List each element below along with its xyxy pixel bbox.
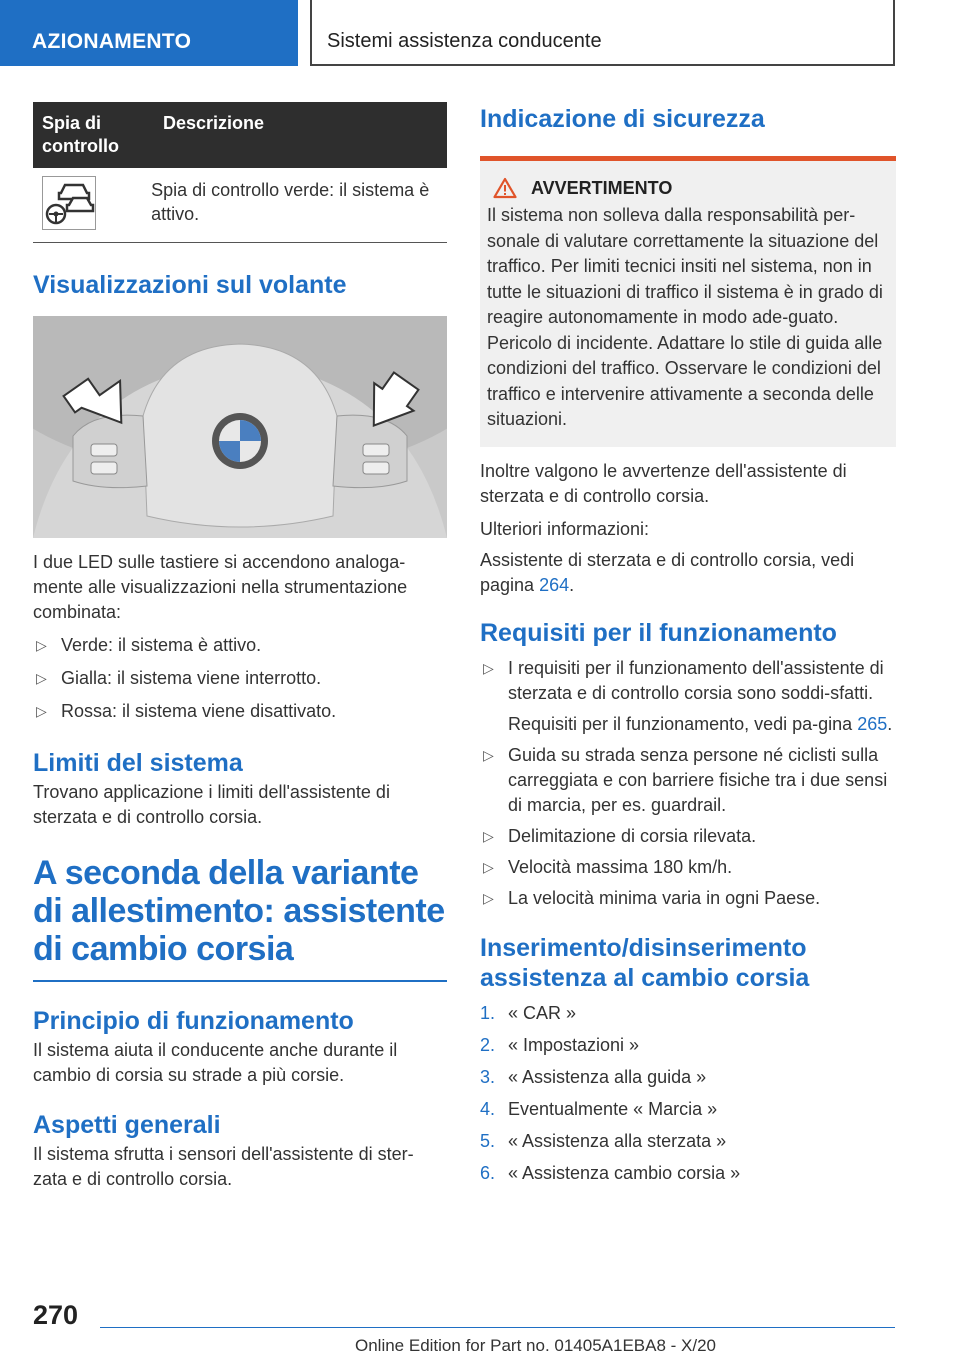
triangle-bullet-icon: ▷ [483, 746, 494, 763]
reference-paragraph: Assistente di sterzata e di controllo corsia, vedi pagina 264. [480, 549, 855, 595]
triangle-bullet-icon: ▷ [36, 637, 47, 653]
list-item: ▷ Delimitazione di corsia rilevata. [480, 824, 896, 849]
heading-inserimento: Inserimento/disinserimento assistenza al cambio corsia [480, 933, 810, 992]
list-item: 2. « Impostazioni » [480, 1034, 640, 1055]
footer-rule [100, 1327, 895, 1328]
table-header-col2: Descrizione [163, 113, 265, 133]
section-title: AZIONAMENTO [32, 30, 192, 53]
warning-text: Il sistema non solleva dalla responsabilità per-sonale di valutare correttamente la situazione del traffico. Per limiti tecnici insiti nel sistema, non in tutte le situazioni di traffico il sistema è in grado di reagire autonomamente in modo ade-guato. Pericolo di incidente. Adattare lo stile di guida alle condizioni del traffico. Osservare le condizioni del traffico e intervenire attivamente a seconda delle situazioni. [487, 205, 883, 429]
chapter-title: Sistemi assistenza conducente [327, 30, 602, 52]
warning-box [480, 156, 896, 447]
page-number: 270 [33, 1300, 79, 1330]
list-item: ▷ Guida su strada senza persone né ciclisti sulla carreggiata e con barriere fisiche tra i due sensi di marcia, per es. guardrail. [483, 744, 888, 815]
list-item: 6. « Assistenza cambio corsia » [480, 1162, 741, 1183]
requisiti-list [480, 656, 896, 911]
list-item: ▷ Gialla: il sistema viene interrotto. [33, 666, 447, 691]
table-header-col1: Spia di controllo [42, 113, 119, 156]
list-item: ▷ I requisiti per il funzionamento dell'assistente di sterzata e di controllo corsia sono soddi-sfatti. Requisiti per il funzionamento, vedi pa-gina 265. [483, 657, 893, 734]
list-item: 5. « Assistenza alla sterzata » [480, 1130, 727, 1151]
aspetti-paragraph: Il sistema sfrutta i sensori dell'assistente di ster-zata e di controllo corsia. [33, 1144, 414, 1189]
heading-rule [33, 980, 447, 982]
limiti-paragraph: Trovano applicazione i limiti dell'assistente di sterzata e di controllo corsia. [33, 782, 390, 827]
principio-paragraph: Il sistema aiuta il conducente anche durante il cambio di corsia su strade a più corsie. [33, 1040, 398, 1085]
triangle-bullet-icon: ▷ [483, 659, 494, 676]
triangle-bullet-icon: ▷ [36, 703, 47, 719]
list-item: ▷ Rossa: il sistema viene disattivato. [33, 699, 447, 724]
triangle-bullet-icon: ▷ [483, 858, 494, 875]
heading-principio: Principio di funzionamento [33, 1007, 354, 1035]
page-link-264[interactable]: 264 [539, 574, 570, 595]
triangle-bullet-icon: ▷ [483, 889, 494, 906]
heading-visualizzazioni: Visualizzazioni sul volante [33, 271, 347, 299]
heading-requisiti: Requisiti per il funzionamento [480, 618, 837, 647]
right-column [480, 102, 896, 1189]
ulteriori-label: Ulteriori informazioni: [480, 518, 650, 539]
list-item: ▷ Velocità massima 180 km/h. [480, 855, 896, 880]
list-item: 1. « CAR » [480, 1002, 577, 1023]
list-item: 4. Eventualmente « Marcia » [480, 1098, 718, 1119]
heading-main: A seconda della variante di allestimento: assistente di cambio corsia [33, 854, 445, 968]
warning-triangle-icon [493, 177, 517, 199]
triangle-bullet-icon: ▷ [36, 670, 47, 686]
steering-wheel-image [33, 316, 447, 538]
table-header [33, 102, 447, 168]
section-tab [0, 0, 298, 66]
led-paragraph: I due LED sulle tastiere si accendono analoga-mente alle visualizzazioni nella strumentazione combinata: [33, 552, 408, 622]
led-list [33, 633, 447, 724]
left-column [33, 102, 447, 1192]
list-item: ▷ Verde: il sistema è attivo. [33, 633, 447, 658]
warning-title: AVVERTIMENTO [531, 177, 673, 198]
heading-sicurezza: Indicazione di sicurezza [480, 105, 765, 133]
triangle-bullet-icon: ▷ [483, 827, 494, 844]
table-row [33, 168, 447, 243]
edition-text: Online Edition for Part no. 01405A1EBA8 - X/20 [355, 1336, 717, 1355]
heading-aspetti: Aspetti generali [33, 1111, 221, 1139]
lane-assist-indicator-icon [42, 176, 96, 230]
heading-limiti: Limiti del sistema [33, 749, 243, 777]
inoltre-paragraph: Inoltre valgono le avvertenze dell'assistente di sterzata e di controllo corsia. [480, 460, 847, 506]
chapter-tab [310, 0, 895, 66]
table-cell-description: Spia di controllo verde: il sistema è attivo. [151, 180, 430, 224]
steps-list [480, 997, 896, 1189]
page-link-265[interactable]: 265 [857, 713, 888, 734]
list-item: ▷ La velocità minima varia in ogni Paese. [480, 886, 896, 911]
list-item: 3. « Assistenza alla guida » [480, 1066, 707, 1087]
